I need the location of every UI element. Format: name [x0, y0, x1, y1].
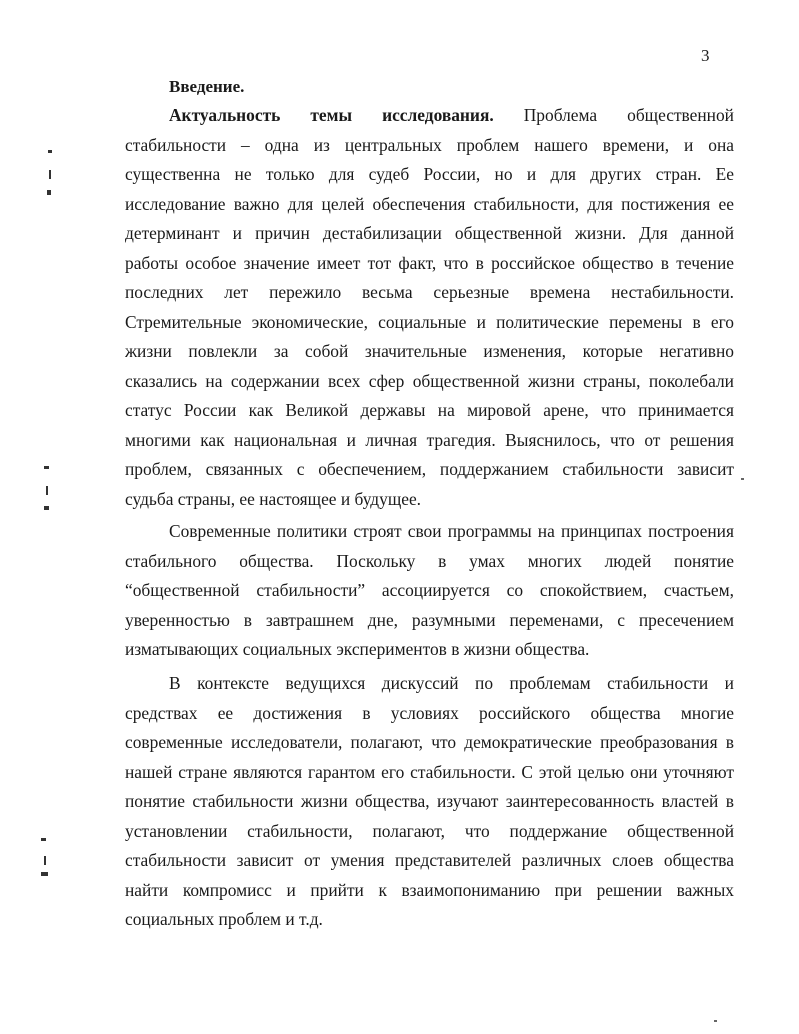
scan-speck — [741, 478, 744, 480]
relevance-lead: Актуальность темы исследования. — [169, 105, 494, 125]
text-line: уверенностью в завтрашнем дне, разумными переменами, с пресечением — [125, 609, 734, 630]
text-line: стабильности – одна из центральных проблем нашего времени, и она — [125, 134, 734, 155]
text-line: Современные политики строят свои программы на принципах построения — [169, 521, 734, 541]
text-line: средствах ее достижения в условиях российского общества многие — [125, 702, 734, 723]
text-line: статус России как Великой державы на мировой арене, что принимается — [125, 400, 734, 420]
text-line: судьба страны, ее настоящее и будущее. — [125, 488, 422, 509]
text-line: “общественной стабильности” ассоциируется со спокойствием, счастьем, — [125, 580, 734, 600]
text-line: стабильного общества. Поскольку в умах многих людей понятие — [125, 550, 734, 571]
text-line: нашей стране являются гарантом его стабильности. С этой целью они уточняют — [125, 761, 734, 782]
binding-mark-top — [44, 150, 58, 202]
text-line: детерминант и причин дестабилизации общественной жизни. Для данной — [125, 223, 734, 243]
text-line: установлении стабильности, полагают, что поддержание общественной — [125, 820, 734, 841]
text-line: Стремительные экономические, социальные и политические перемены в его — [125, 311, 734, 332]
text-line: Актуальность темы исследования. Проблема общественной — [169, 105, 734, 125]
text-line: найти компромисс и прийти к взаимопониманию при решении важных — [125, 879, 734, 900]
text-line: социальных проблем и т.д. — [125, 909, 323, 929]
binding-mark-middle — [40, 466, 54, 518]
text-line: проблем, связанных с обеспечением, поддержанием стабильности зависит — [125, 459, 734, 479]
text-line: существенна не только для судеб России, но и для других стран. Ее — [125, 164, 734, 184]
text-line: исследование важно для целей обеспечения стабильности, для постижения ее — [125, 193, 734, 214]
text-line: сказались на содержании всех сфер общественной жизни страны, поколебали — [125, 370, 734, 391]
text-line: изматывающих социальных экспериментов в жизни общества. — [125, 639, 590, 659]
text-line: последних лет пережило весьма серьезные времена нестабильности. — [125, 282, 734, 302]
text-line: понятие стабильности жизни общества, изучают заинтересованность властей в — [125, 791, 734, 811]
text-line: стабильности зависит от умения представителей различных слоев общества — [125, 850, 734, 870]
text-line: В контексте ведущихся дискуссий по проблемам стабильности и — [169, 673, 734, 693]
text-line: жизни повлекли за собой значительные изменения, которые негативно — [125, 341, 734, 361]
text-line: современные исследователи, полагают, что демократические преобразования в — [125, 732, 734, 752]
text-line: работы особое значение имеет тот факт, что в российское общество в течение — [125, 252, 734, 273]
page-number: 3 — [701, 46, 710, 65]
binding-mark-bottom — [38, 838, 52, 886]
section-heading: Введение. — [169, 77, 245, 96]
text-line: многими как национальная и личная трагедия. Выяснилось, что от решения — [125, 429, 734, 450]
scan-speck — [714, 1020, 717, 1022]
